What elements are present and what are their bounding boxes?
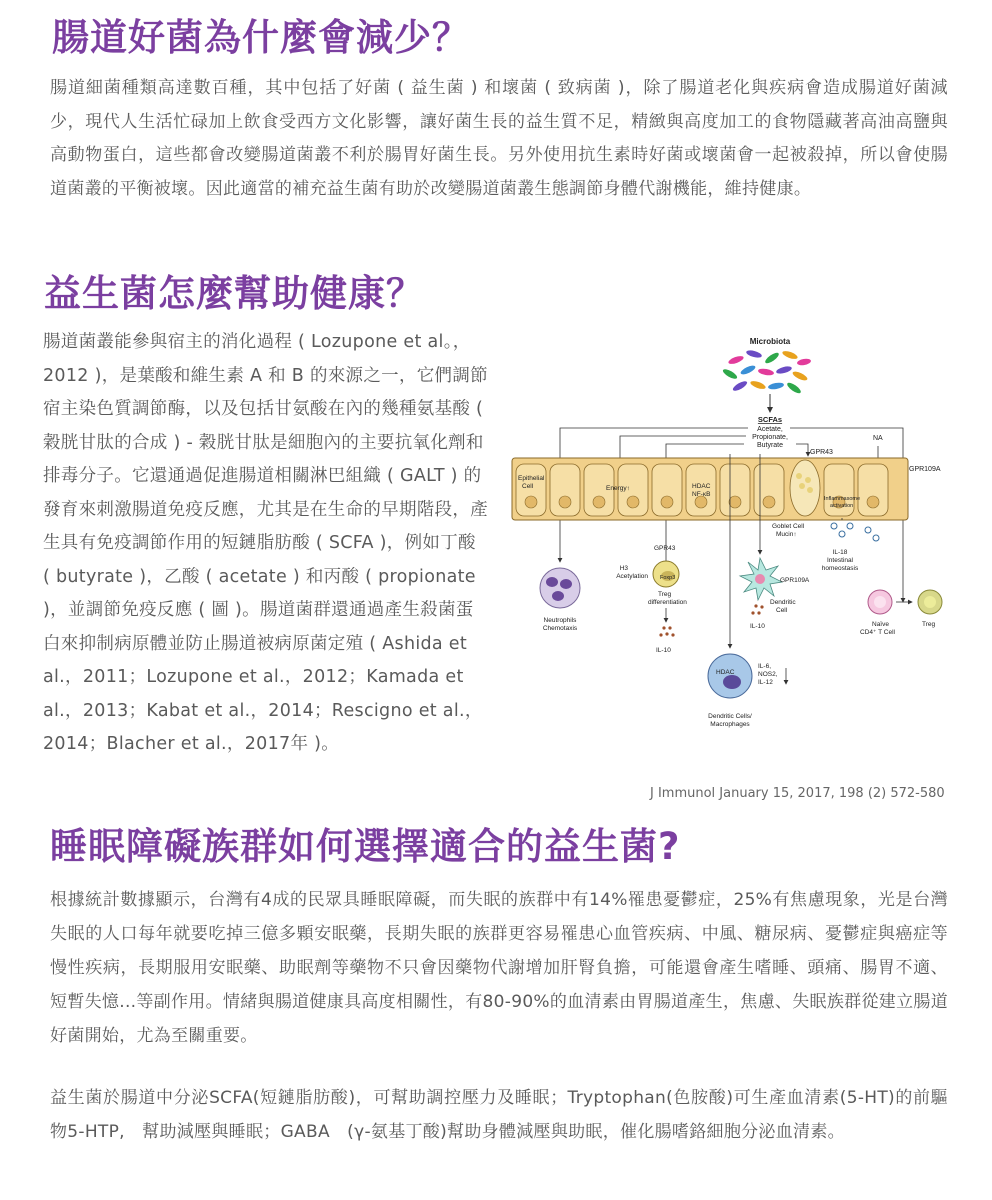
- hdac-bottom-label: HDAC: [716, 669, 735, 676]
- scfas-label: SCFAs: [757, 415, 783, 424]
- il18-label-2: Intestinal: [826, 557, 854, 564]
- propionate-label: Propionate,: [752, 434, 788, 441]
- epithelial-label-1: Epithelial: [518, 475, 545, 482]
- section-title-probiotics-health: 益生菌怎麼幫助健康？: [44, 272, 424, 315]
- neutrophils-label-1: Neutrophils: [543, 617, 577, 624]
- inflammasome-label-2: activation: [830, 503, 854, 509]
- neutrophils-label-2: Chemotaxis: [542, 625, 578, 632]
- section-body-probiotics-health: 腸道菌叢能參與宿主的消化過程 ( Lozupone et al。，2012 )，是葉酸和維生素 A 和 B 的來源之一，它們調節宿主染色質調節酶，以及包括甘氨酸在內的幾種氨基酸 ( 穀胱甘肽的合成 ) - 穀胱甘肽是細胞內的主要抗氧化劑和排毒分子。它還通過促進腸道相關淋巴組織 ( GALT ) 的發育來刺激腸道免疫反應，尤其是在生命的早期階段，產生具有免疫調節作用的短鏈脂肪酸 ( SCFA )，例如丁酸 ( butyrate )，乙酸 ( acetate ) 和丙酸 ( propionate )，並調節免疫反應 ( 圖 )。腸道菌群還通過產生殺菌蛋白來抑制病原體並防止腸道被病原菌定殖 ( Ashida et al.，2011；Lozupone et al.，2012；Kamada et al.，2013；Kabat et al.，2014；Rescigno et al.，2014；Blacher et al.，2017年 )。: [43, 332, 488, 754]
- energy-label: Energy↑: [606, 485, 630, 492]
- microbiota-bacteria-icon: [722, 349, 812, 395]
- il18-label-1: IL-18: [832, 549, 848, 556]
- il12-label: IL-12: [758, 679, 773, 686]
- foxp3-label: Foxp3: [660, 575, 676, 581]
- treg-diff-label-1: Treg: [658, 591, 672, 598]
- dendritic-label-2: Cell: [776, 607, 788, 614]
- gpr43-top-label: GPR43: [810, 449, 833, 456]
- section-body-sleep-2: 益生菌於腸道中分泌SCFA(短鏈脂肪酸)，可幫助調控壓力及睡眠；Tryptophan(色胺酸)可生產血清素(5-HT)的前驅物5-HTP, 幫助減壓與睡眠；GABA (γ-氨基丁酸)幫助身體減壓與助眠，催化腸嗜鉻細胞分泌血清素。: [50, 1088, 948, 1142]
- butyrate-label: Butyrate: [756, 442, 784, 449]
- section-body-sleep-1: 根據統計數據顯示，台灣有4成的民眾具睡眠障礙，而失眠的族群中有14%罹患憂鬱症，25%有焦慮現象，光是台灣失眠的人口每年就要吃掉三億多顆安眠藥，長期失眠的族群更容易罹患心血管疾病、中風、糖尿病、憂鬱症與癌症等慢性疾病，長期服用安眠藥、助眠劑等藥物不只會因藥物代謝增加肝腎負擔，可能還會產生嗜睡、頭痛、腸胃不適、短暫失憶...等副作用。情緒與腸道健康具高度相關性，有80-90%的血清素由胃腸道產生，焦慮、失眠族群從建立腸道好菌開始，尤為至關重要。: [50, 890, 948, 1046]
- gpr109a-top-label: GPR109A: [909, 466, 941, 473]
- nfkb-label: NF-κB: [692, 491, 711, 498]
- il18-label-3: homeostasis: [821, 565, 859, 572]
- il10-left-label: IL-10: [656, 647, 671, 654]
- section-title-sleep-probiotics: 睡眠障礙族群如何選擇適合的益生菌?: [50, 825, 681, 868]
- figure-citation: J Immunol January 15, 2017, 198 (2) 572-580: [650, 786, 945, 801]
- na-label: NA: [873, 435, 883, 442]
- il18-vesicles-icon: [831, 523, 879, 541]
- dendritic-label-1: Dendritic: [770, 599, 796, 606]
- h3-label-1: H3: [619, 565, 628, 572]
- epithelial-label-2: Cell: [522, 483, 534, 490]
- dendritic-cell-icon: [740, 558, 782, 600]
- neutrophil-cell-icon: [540, 568, 580, 608]
- microbiota-label: Microbiota: [749, 337, 791, 346]
- inflammasome-label-1: Inflammasome: [824, 496, 861, 502]
- goblet-label-2: Mucin↑: [776, 531, 797, 538]
- il10-right-label: IL-10: [750, 623, 765, 630]
- dc-mac-label-2: Macrophages: [710, 721, 750, 728]
- treg-label: Treg: [922, 621, 936, 628]
- scfa-immune-diagram: [508, 330, 952, 738]
- section-title-probiotics-decrease: 腸道好菌為什麼會減少？: [52, 16, 470, 59]
- gpr43-treg-label: GPR43: [654, 545, 676, 552]
- naive-label-1: Naïve: [872, 621, 889, 628]
- nos2-label: NOS2,: [758, 671, 778, 678]
- naive-label-2: CD4⁺ T Cell: [860, 629, 895, 636]
- il10-right-dots-icon: [751, 604, 763, 614]
- il10-left-dots-icon: [659, 626, 674, 636]
- treg-diff-label-2: differentiation: [648, 599, 687, 606]
- h3-label-2: Acetylation: [616, 573, 648, 580]
- section-body-probiotics-decrease: 腸道細菌種類高達數百種，其中包括了好菌 ( 益生菌 ) 和壞菌 ( 致病菌 )，除了腸道老化與疾病會造成腸道好菌減少，現代人生活忙碌加上飲食受西方文化影響，讓好菌生長的益生質不足，精緻與高度加工的食物隱藏著高油高鹽與高動物蛋白，這些都會改變腸道菌叢不利於腸胃好菌生長。另外使用抗生素時好菌或壞菌會一起被殺掉，所以會使腸道菌叢的平衡被壞。因此適當的補充益生菌有助於改變腸道菌叢生態調節身體代謝機能，維持健康。: [50, 78, 948, 199]
- acetate-label: Acetate,: [757, 426, 783, 433]
- gpr109a-dc-label: GPR109A: [780, 577, 810, 584]
- goblet-label-1: Goblet Cell: [772, 523, 805, 530]
- il6-label: IL-6,: [758, 663, 772, 670]
- dc-mac-label-1: Dendritic Cells/: [708, 713, 752, 720]
- hdac-top-label: HDAC: [692, 483, 711, 490]
